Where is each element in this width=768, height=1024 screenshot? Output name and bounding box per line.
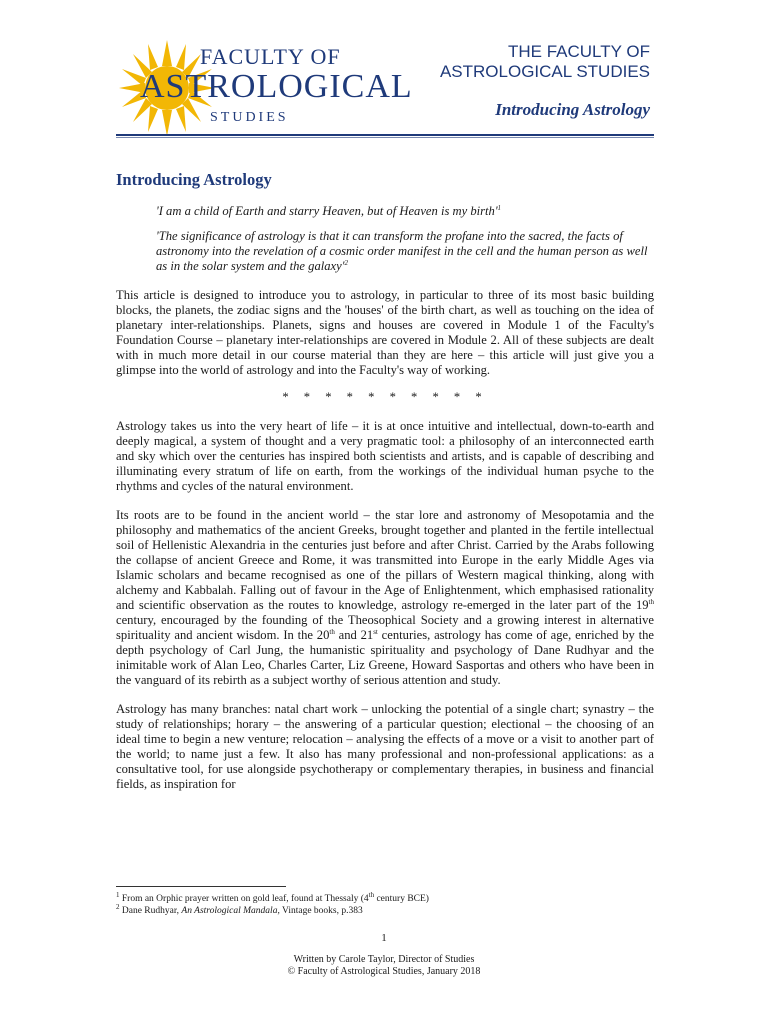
section-divider: * * * * * * * * * * xyxy=(282,390,488,404)
header-title-line2: ASTROLOGICAL STUDIES xyxy=(439,62,650,81)
logo-text-line2: ASTROLOGICAL xyxy=(140,68,413,105)
footnote-ref-1: 1 xyxy=(497,203,502,212)
footnote-1-text-b: century BCE) xyxy=(374,894,429,904)
footnote-ref-2: 2 xyxy=(344,258,348,267)
epigraph-quote-1 xyxy=(156,204,654,219)
article-title: Introducing Astrology xyxy=(116,170,272,189)
logo-text-line1: FACULTY OF xyxy=(200,44,341,69)
page-footer xyxy=(0,954,768,978)
paragraph-roots xyxy=(116,508,654,688)
footnote-divider xyxy=(116,886,286,887)
article-body xyxy=(116,170,654,792)
header-divider-thin xyxy=(116,137,654,138)
footnote-1 xyxy=(116,890,654,905)
roots-sup-20th: th xyxy=(329,627,335,636)
roots-text-a: Its roots are to be found in the ancient world – the star lore and astronomy of Mesopotamia and the philosophy and mathematics of the ancient Greeks, brought together and planted in the fertile intellectual soil of Hellenistic Alexandria in the centuries just before and after Christ. Carried by the Arabs following the collapse of ancient Greece and Rome, it was transmitted into Europe in the early Middle Ages via Islamic scholars and became recognised as one of the pillars of Western magical thinking, along with alchemy and Kabbalah. Falling out of favour in the Age of Enlightenment, which emphasised rationality and scientific observation as the routes to knowledge, astrology re-emerged in the later part of the 19 xyxy=(116,508,654,612)
quote-1-text: 'I am a child of Earth and starry Heaven, but of Heaven is my birth' xyxy=(156,204,498,218)
paragraph-heart-of-life: Astrology takes us into the very heart of life – it is at once intuitive and intellectual, down-to-earth and deeply magical, a system of thought and a very pragmatic tool: a philosophy of an interconnected earth and sky which over the centuries has inspired both scientists and artists, and is capable of describing and illuminating every stratum of life on earth, from the workings of the individual human psyche to the rhythms and cycles of the natural environment. xyxy=(116,419,654,493)
footnote-2-text-b: Vintage books, p.383 xyxy=(279,906,363,916)
epigraph-quote-2 xyxy=(156,229,654,274)
roots-text-d: centuries, astrology has come of age, enriched by the depth psychology of Carl Jung, the humanistic spirituality and psychology of Dane Rudhyar and the inimitable work of Alan Leo, Charles Carter, Liz Greene, Howard Sasportas and others who have been in the vanguard of its rebirth as a subject worthy of serious attention and study. xyxy=(116,628,654,687)
footnotes xyxy=(116,890,654,917)
footnote-1-text-a: From an Orphic prayer written on gold leaf, found at Thessaly (4 xyxy=(119,894,369,904)
header-divider xyxy=(116,134,654,136)
faculty-logo xyxy=(112,38,413,128)
roots-text-b: century, encouraged by the founding of the Theosophical Society and a growing interest in alternative spirituality and ancient wisdom. In the 20 xyxy=(116,613,654,642)
page-number: 1 xyxy=(381,932,387,944)
roots-sup-19th: th xyxy=(648,597,654,606)
logo-text-line3: STUDIES xyxy=(210,110,289,125)
footnote-1-mark: 1 xyxy=(116,890,120,899)
header-subtitle: Introducing Astrology xyxy=(495,100,650,119)
footnote-2-text-a: Dane Rudhyar, xyxy=(119,906,182,916)
header-title xyxy=(350,42,650,82)
footnote-1-sup: th xyxy=(368,890,375,899)
header-title-line1: THE FACULTY OF xyxy=(507,42,650,61)
footnote-2-mark: 2 xyxy=(116,902,120,911)
footnote-2-book-title: An Astrological Mandala, xyxy=(181,906,280,916)
quote-2-text: 'The significance of astrology is that it can transform the profane into the sacred, the facts of astronomy into the revelation of a cosmic order manifest in the cell and the human person as well as in the solar system and the galaxy' xyxy=(156,229,648,273)
footer-copyright: © Faculty of Astrological Studies, January 2018 xyxy=(287,966,481,977)
paragraph-intro: This article is designed to introduce you to astrology, in particular to three of its most basic building blocks, the planets, the zodiac signs and the 'houses' of the birth chart, as well as touching on the idea of planetary inter-relationships. Planets, signs and houses are covered in Module 1 of the Faculty's Foundation Course – planetary inter-relationships are covered in Module 2. All of these subjects are dealt with in much more detail in our course material than they are here – this article will just give you a glimpse into the world of astrology and into the Faculty's way of working. xyxy=(116,288,654,377)
roots-text-c: and 21 xyxy=(334,628,374,642)
roots-sup-21st: st xyxy=(373,627,378,636)
paragraph-branches: Astrology has many branches: natal chart work – unlocking the potential of a single chart; synastry – the study of relationships; horary – the answering of a particular question; electional – the choosing of an ideal time to begin a new venture; relocation – analysing the effects of a move or a visit to another part of the world; to name just a few. It also has many professional and non-professional applications: as a consultative tool, for use alongside psychotherapy or complementary therapies, in business and financial fields, as inspiration for xyxy=(116,702,654,791)
footnote-2 xyxy=(116,902,654,917)
footer-author: Written by Carole Taylor, Director of Studies xyxy=(293,954,475,965)
